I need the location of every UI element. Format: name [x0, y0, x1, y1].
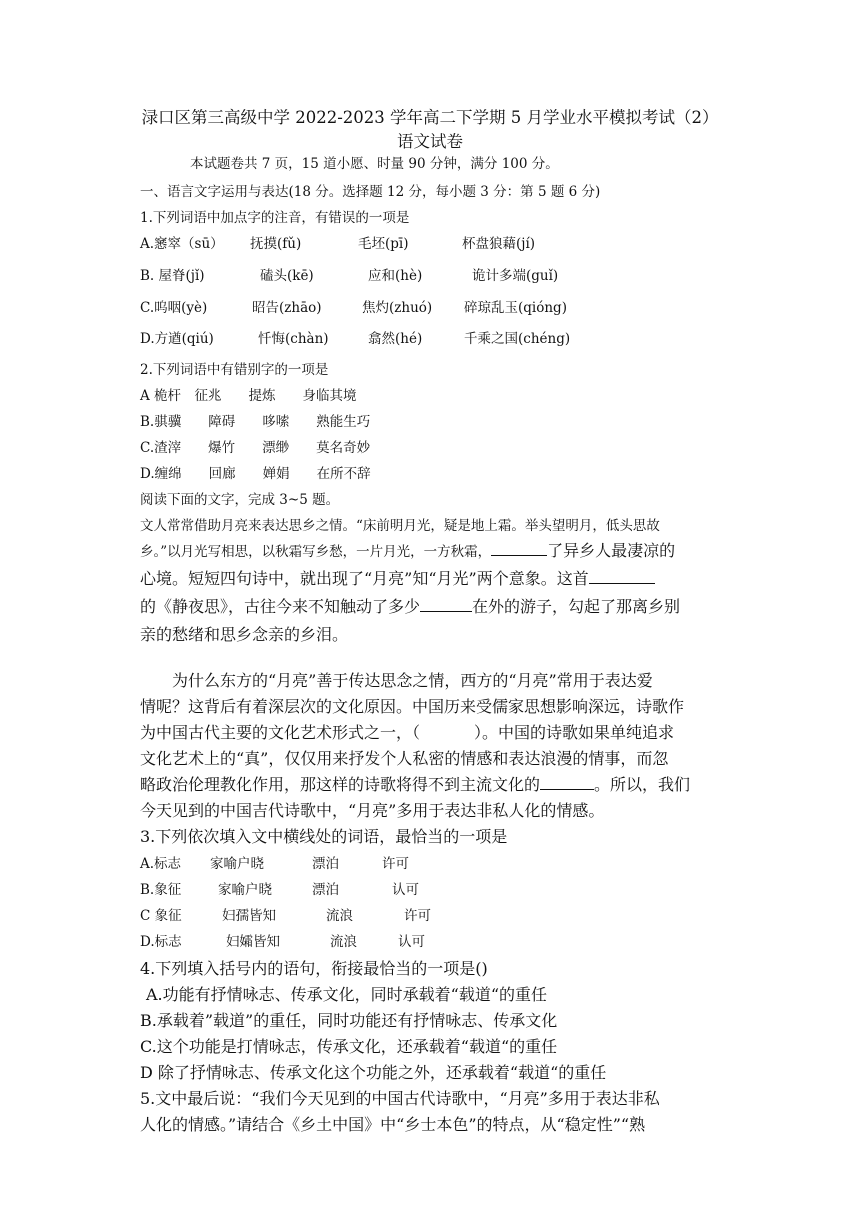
q3-a-item-2: 家喻户晓	[210, 856, 264, 872]
q3-b-item-4: 认可	[392, 882, 419, 898]
question-5-stem-cont: 人化的情感。”请结合《乡土中国》中“乡士本色”的特点，从“稳定性”“熟	[140, 1115, 646, 1134]
q1-a-item-1: A.窸窣（sū）	[140, 236, 224, 252]
passage-text: 了异乡人最凄凉的	[547, 541, 676, 560]
q2-option-b: B.骐骥 障碍 哆嗦 熟能生巧	[140, 414, 371, 430]
q1-b-item-2: 磕头(kē)	[260, 268, 314, 284]
passage-line	[140, 594, 680, 617]
q3-c-item-2: 妇孺皆知	[222, 908, 276, 924]
q2-option-c: C.渣滓 爆竹 漂缈 莫名奇妙	[140, 440, 371, 456]
q3-b-item-1: B.象征	[140, 882, 182, 898]
q4-option-c: C.这个功能是打情咏志，传承文化，还承载着“载道“的重任	[140, 1037, 558, 1056]
q1-d-item-4: 千乘之国(chéng)	[464, 331, 571, 347]
question-2-stem: 2.下列词语中有错别字的一项是	[140, 362, 329, 378]
q4-option-b: B.承载着”载道”的重任，同时功能还有抒情咏志、传承文化	[140, 1011, 558, 1030]
q3-a-item-3: 漂泊	[312, 856, 339, 872]
passage-text: ）。中国的诗歌如果单纯追求	[474, 723, 675, 742]
q3-b-item-3: 漂泊	[312, 882, 339, 898]
q1-b-item-3: 应和(hè)	[368, 268, 423, 284]
question-3-stem: 3.下列依次填入文中横线处的词语，最恰当的一项是	[140, 827, 508, 846]
passage-line	[140, 720, 674, 743]
q1-b-item-4: 诡计多端(guǐ)	[472, 268, 559, 284]
q1-a-item-3: 毛坯(pī)	[358, 236, 409, 252]
q1-d-item-2: 忏悔(chàn)	[258, 331, 329, 347]
q1-d-item-3: 翕然(hé)	[368, 331, 423, 347]
passage-line: 今天见到的中国吉代诗歌中，“月亮”多用于表达非私人化的情感。	[140, 801, 605, 820]
q3-d-item-3: 流浪	[330, 934, 357, 950]
passage-line: 文人常常借助月亮来表达思乡之情。“床前明月光，疑是地上霜。举头望明月，低头思故	[140, 518, 660, 534]
q1-c-item-4: 碎琼乱玉(qióng)	[464, 300, 567, 316]
passage-text: 略政治伦理教化作用，那这样的诗歌将得不到主流文化的	[140, 775, 541, 794]
q4-option-a: A.功能有抒情咏志、传承文化，同时承载着“载道“的重任	[146, 985, 548, 1004]
question-5-stem: 5.文中最后说：“我们今天见到的中国古代诗歌中，“月亮”多用于表达非私	[140, 1089, 660, 1108]
q1-a-item-2: 抚摸(fǔ)	[250, 236, 302, 252]
passage-text: 的《静夜思》，古往今来不知触动了多少	[140, 597, 421, 616]
exam-subtitle: 语文试卷	[397, 132, 463, 151]
reading-instruction: 阅读下面的文字，完成 3~5 题。	[140, 492, 340, 508]
passage-text: 。所以，我们	[594, 775, 691, 794]
q1-a-item-4: 杯盘狼藉(jí)	[462, 236, 536, 252]
passage-text: 乡。”以月光写相思，以秋霜写乡愁，一片月光，一方秋霜，	[140, 544, 492, 560]
q3-c-item-1: C 象征	[140, 908, 182, 924]
q2-option-a: A 桅杆 征兆 提炼 身临其境	[140, 388, 357, 404]
fill-blank	[589, 569, 655, 584]
q1-b-item-1: B. 屋脊(jǐ)	[140, 268, 205, 284]
q3-b-item-2: 家喻户晓	[218, 882, 272, 898]
passage-text: 在外的游子，勾起了那离乡别	[472, 597, 681, 616]
q3-c-item-3: 流浪	[326, 908, 353, 924]
q3-d-item-1: D.标志	[140, 934, 182, 950]
question-1-stem: 1.下列词语中加点字的注音，有错误的一项是	[140, 210, 410, 226]
q2-option-d: D.缠绵 回廊 婵娟 在所不辞	[140, 466, 371, 482]
passage-text: 心境。短短四句诗中，就出现了“月亮”知“月光”两个意象。这首	[140, 569, 589, 588]
q3-c-item-4: 许可	[404, 908, 431, 924]
q3-a-item-4: 许可	[382, 856, 409, 872]
q1-c-item-3: 焦灼(zhuó)	[362, 300, 433, 316]
passage-line	[140, 538, 675, 561]
passage-line	[140, 566, 655, 589]
passage-line	[140, 772, 690, 795]
passage-text: 为中国古代主要的文化艺术形式之一，（	[140, 723, 421, 742]
q3-d-item-4: 认可	[398, 934, 425, 950]
exam-intro: 本试题卷共 7 页，15 道小愿、时量 90 分钟，满分 100 分。	[190, 156, 559, 172]
q1-c-item-2: 昭告(zhāo)	[252, 300, 322, 316]
q3-d-item-2: 妇孀皆知	[226, 934, 280, 950]
fill-blank	[420, 597, 472, 612]
q1-d-item-1: D.方遒(qiú)	[140, 331, 214, 347]
passage-line: 亲的愁绪和思乡念亲的乡泪。	[140, 625, 349, 644]
question-4-stem: 4.下列填入括号内的语句，衔接最恰当的一项是()	[140, 959, 488, 978]
fill-blank	[491, 541, 547, 556]
q1-c-item-1: C.呜咽(yè)	[140, 300, 208, 316]
section-heading: 一、语言文字运用与表达(18 分。选择题 12 分，每小题 3 分：第 5 题 6 分)	[140, 184, 601, 200]
exam-title: 渌口区第三高级中学 2022-2023 学年高二下学期 5 月学业水平模拟考试（2）	[141, 108, 719, 127]
passage-line: 文化艺术上的“真”，仅仅用来抒发个人私密的情感和表达浪漫的情事，而忽	[140, 749, 669, 768]
fill-blank	[540, 775, 594, 790]
passage-line: 情呢？这背后有着深层次的文化原因。中国历来受儒家思想影响深远，诗歌作	[140, 697, 685, 716]
passage-line: 为什么东方的“月亮”善于传达思念之情，西方的“月亮”常用于表达爱	[172, 671, 653, 690]
q4-option-d: D 除了抒情咏志、传承文化这个功能之外，还承载着“载道“的重任	[140, 1063, 607, 1082]
q3-a-item-1: A.标志	[140, 856, 182, 872]
